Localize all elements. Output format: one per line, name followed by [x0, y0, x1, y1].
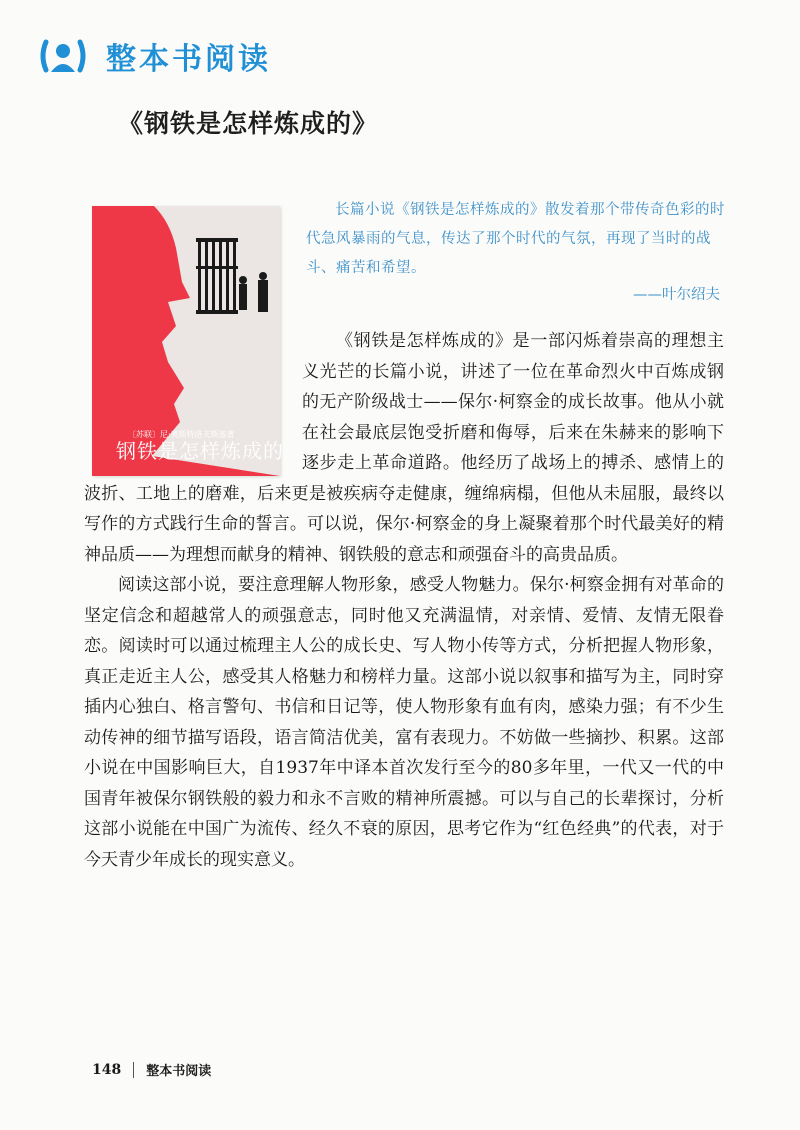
footer-section-label: 整本书阅读 [146, 1064, 212, 1079]
epigraph-author: ——叶尔绍夫 [633, 287, 720, 303]
section-title: 整本书阅读 [106, 42, 271, 77]
page-footer [92, 1060, 211, 1079]
body-paragraph-2: 阅读这部小说，要注意理解人物形象，感受人物魅力。保尔·柯察金拥有对革命的坚定信念和超越常人的顽强意志，同时他又充满温情，对亲情、爱情、友情无限眷恋。阅读时可以通过梳理主人公的成长史、写人物小传等方式，分析把握人物形象，真正走近主人公，感受其人格魅力和榜样力量。这部小说以叙事和描写为主，同时穿插内心独白、格言警句、书信和日记等，使人物形象有血有肉，感染力强；有不少生动传神的细节描写语段，语言简洁优美，富有表现力。不妨做一些摘抄、积累。这部小说在中国影响巨大，自1937年中译本首次发行至今的80多年里，一代又一代的中国青年被保尔钢铁般的毅力和永不言败的精神所震撼。可以与自己的长辈探讨，分析这部小说能在中国广为流传、经久不衰的原因，思考它作为“红色经典”的代表，对于今天青少年成长的现实意义。 [84, 575, 724, 870]
cover-subtitle: 〔苏联〕尼·奥斯特洛夫斯基著 [128, 430, 235, 439]
body-paragraph-1: 《钢铁是怎样炼成的》是一部闪烁着崇高的理想主义光芒的长篇小说，讲述了一位在革命烈火中百炼成钢的无产阶级战士——保尔·柯察金的成长故事。他从小就在社会最底层饱受折磨和侮辱，后来在朱赫来的影响下逐步走上革命道路。他经历了战场上的搏杀、感情上的波折、工地上的磨难，后来更是被疾病夺走健康，缠绵病榻，但他从未屈服，最终以写作的方式践行生命的誓言。可以说，保尔·柯察金的身上凝聚着那个时代最美好的精神品质——为理想而献身的精神、钢铁般的意志和顽强奋斗的高贵品质。 [84, 331, 724, 565]
book-title: 《钢铁是怎样炼成的》 [118, 109, 379, 138]
section-header [38, 34, 271, 78]
reading-person-icon [38, 36, 88, 76]
cover-title: 钢铁是怎样炼成的 [116, 439, 284, 463]
cover-wrap-spacer [84, 326, 302, 478]
page-number: 148 [92, 1061, 122, 1078]
epigraph-quote: 长篇小说《钢铁是怎样炼成的》散发着那个带传奇色彩的时代急风暴雨的气息，传达了那个时代的气氛，再现了当时的战斗、痛苦和希望。 [306, 202, 725, 276]
body-text [84, 326, 724, 875]
footer-divider [133, 1062, 134, 1078]
